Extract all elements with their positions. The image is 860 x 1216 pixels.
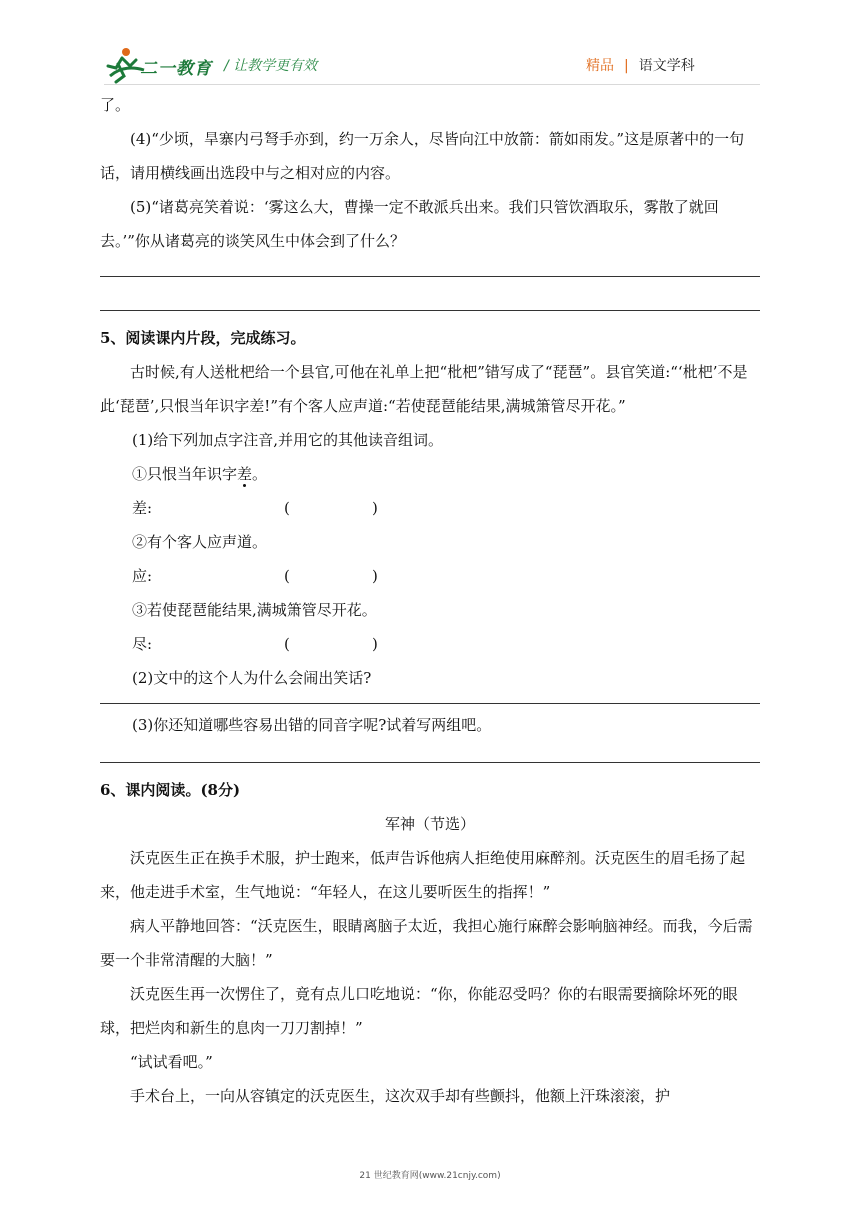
header-separator: | — [624, 58, 629, 74]
answer-line — [100, 703, 760, 704]
q5-sentence-3: ③若使琵琶能结果,满城箫管尽开花。 — [132, 601, 377, 619]
q5-passage: 古时候,有人送枇杷给一个县官,可他在礼单上把“枇杷”错写成了“琵琶”。县官笑道:“‘枇杷’不是此‘琵琶’,只恨当年识字差!”有个客人应声道:“若使琵琶能结果,满城箫管尽开花。” — [100, 363, 748, 415]
answer-row-2: 应: ( ) — [132, 567, 378, 585]
page-footer: 21 世纪教育网(www.21cnjy.com) — [359, 1171, 501, 1181]
q6-para-3: 沃克医生再一次愣住了，竟有点儿口吃地说：“你，你能忍受吗？你的右眼需要摘除坏死的眼球，把烂肉和新生的息肉一刀刀割掉！” — [100, 985, 738, 1037]
q5-sub3: (3)你还知道哪些容易出错的同音字呢?试着写两组吧。 — [132, 716, 492, 734]
q6-para-1: 沃克医生正在换手术服，护士跑来，低声告诉他病人拒绝使用麻醉剂。沃克医生的眉毛扬了起来，他走进手术室，生气地说：“年轻人，在这儿要听医生的指挥！” — [100, 849, 746, 901]
q5-title: 5、阅读课内片段，完成练习。 — [100, 329, 306, 347]
q6-title: 6、课内阅读。(8分) — [100, 781, 241, 799]
q6-para-4: “试试看吧。” — [130, 1053, 213, 1071]
page-header — [0, 0, 860, 92]
logo-text: 二一教育 — [140, 59, 212, 79]
q5-sentence-2: ②有个客人应声道。 — [132, 533, 268, 551]
brand-label: 精品 — [586, 58, 614, 74]
q5-sub2: (2)文中的这个人为什么会闹出笑话? — [132, 669, 372, 687]
q5-sentence-1: ①只恨当年识字差。 — [132, 465, 268, 483]
document-body — [100, 88, 760, 1113]
slogan: / 让教学更有效 — [224, 58, 318, 74]
q4-item-4: (4)“少顷，旱寨内弓弩手亦到，约一万余人，尽皆向江中放箭：箭如雨发。”这是原著中的一句话，请用横线画出选段中与之相对应的内容。 — [100, 130, 745, 182]
answer-row-1: 差: ( ) — [132, 499, 378, 517]
header-right — [586, 55, 695, 75]
answer-row-3: 尽: ( ) — [132, 635, 378, 653]
q6-para-5: 手术台上，一向从容镇定的沃克医生，这次双手却有些颤抖，他额上汗珠滚滚，护 — [130, 1087, 671, 1105]
dotted-char: 差 — [237, 465, 253, 483]
q5-sub1: (1)给下列加点字注音,并用它的其他读音组词。 — [132, 431, 444, 449]
q6-para-2: 病人平静地回答：“沃克医生，眼睛离脑子太近，我担心施行麻醉会影响脑神经。而我，今后需要一个非常清醒的大脑！” — [100, 917, 753, 969]
header-divider — [104, 84, 760, 85]
subject-label: 语文学科 — [638, 58, 695, 74]
q4-tail: 了。 — [100, 96, 131, 114]
article-title: 军神（节选） — [384, 815, 475, 833]
q4-item-5: (5)“诸葛亮笑着说：‘雾这么大，曹操一定不敢派兵出来。我们只管饮酒取乐，雾散了就回去。’”你从诸葛亮的谈笑风生中体会到了什么？ — [100, 198, 719, 250]
